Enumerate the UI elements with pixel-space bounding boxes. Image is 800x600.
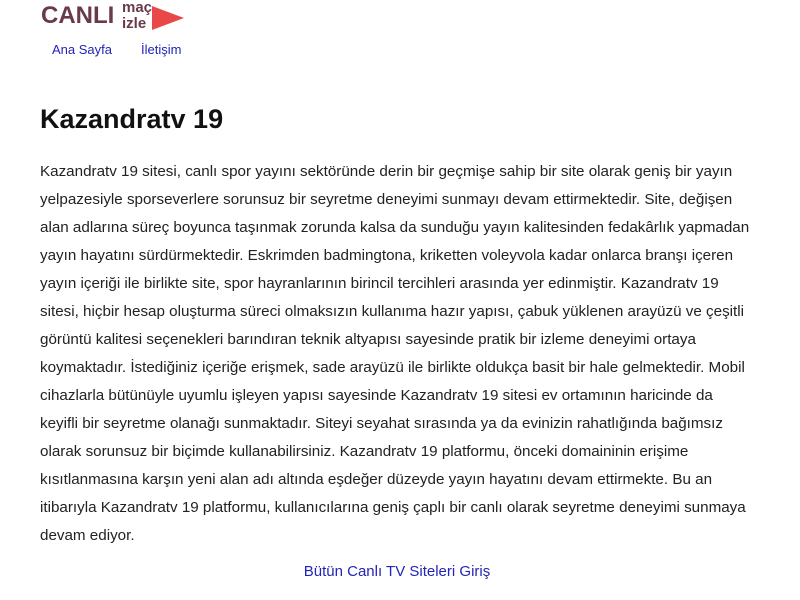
logo-subtext (122, 0, 152, 32)
page-title: Kazandratv 19 (40, 104, 224, 134)
logo-subtext-bottom: izle (122, 15, 147, 32)
site-logo[interactable] (40, 0, 190, 38)
article-body: Kazandratv 19 sitesi, canlı spor yayını sektöründe derin bir geçmişe sahip bir site olarak geniş bir yayın yelpazesiyle sporseverlere sorunsuz bir seyretme deneyimi sunmayı devam ettirmektedir. Site, değişen alan adlarına süreç boyunca taşınmak zorunda kalsa da sunduğu yayın kalitesinden fedakârlık yapmadan yayın hayatını sürdürmektedir. Eskrimden badmingtona, kriketten voleyvola kadar onlarca branşı içeren yayın içeriği ile birlikte site, spor hayranlarının birincil tercihleri arasında yer edinmiştir. Kazandratv 19 sitesi, hiçbir hesap oluşturma süreci olmaksızın kullanıma hazır yapısı, çabuk yüklenen arayüzü ve çeşitli görüntü kalitesi seçenekleri barındıran teknik altyapısı sayesinde pratik bir izleme deneyimi ortaya koymaktadır. İstediğiniz içeriğe erişmek, sade arayüzü ile birlikte oldukça basit bir hale gelmektedir. Mobil cihazlarla bütünüyle uyumlu işleyen yapısı sayesinde Kazandratv 19 sitesi ev ortamının haricinde da keyifli bir seyretme olanağı sunmaktadır. Siteyi seyahat sırasında ya da evinizin rahatlığında bağımsız olarak sorunsuz bir biçimde kullanabilirsiniz. Kazandratv 19 platformu, önceki domaininin erişime kısıtlanmasına karşın yeni alan adı altında eşdeğer düzeyde yayın hayatını devam ettirmekte. Bu an itibarıyla Kazandratv 19 platformu, kullanıcılarına geniş çaplı bir canlı olarak seyretme deneyimi sunmaya devam ediyor. (40, 163, 750, 544)
site-header (40, 0, 340, 70)
nav-home-link[interactable]: Ana Sayfa (52, 42, 112, 57)
logo-subtext-top: maç (122, 0, 153, 16)
logo-text: CANLI (41, 2, 115, 29)
main-content (40, 102, 754, 584)
nav-contact-link[interactable]: İletişim (141, 42, 182, 57)
play-icon (152, 6, 184, 30)
all-tv-sites-link[interactable]: Bütün Canlı TV Siteleri Giriş (303, 563, 491, 580)
